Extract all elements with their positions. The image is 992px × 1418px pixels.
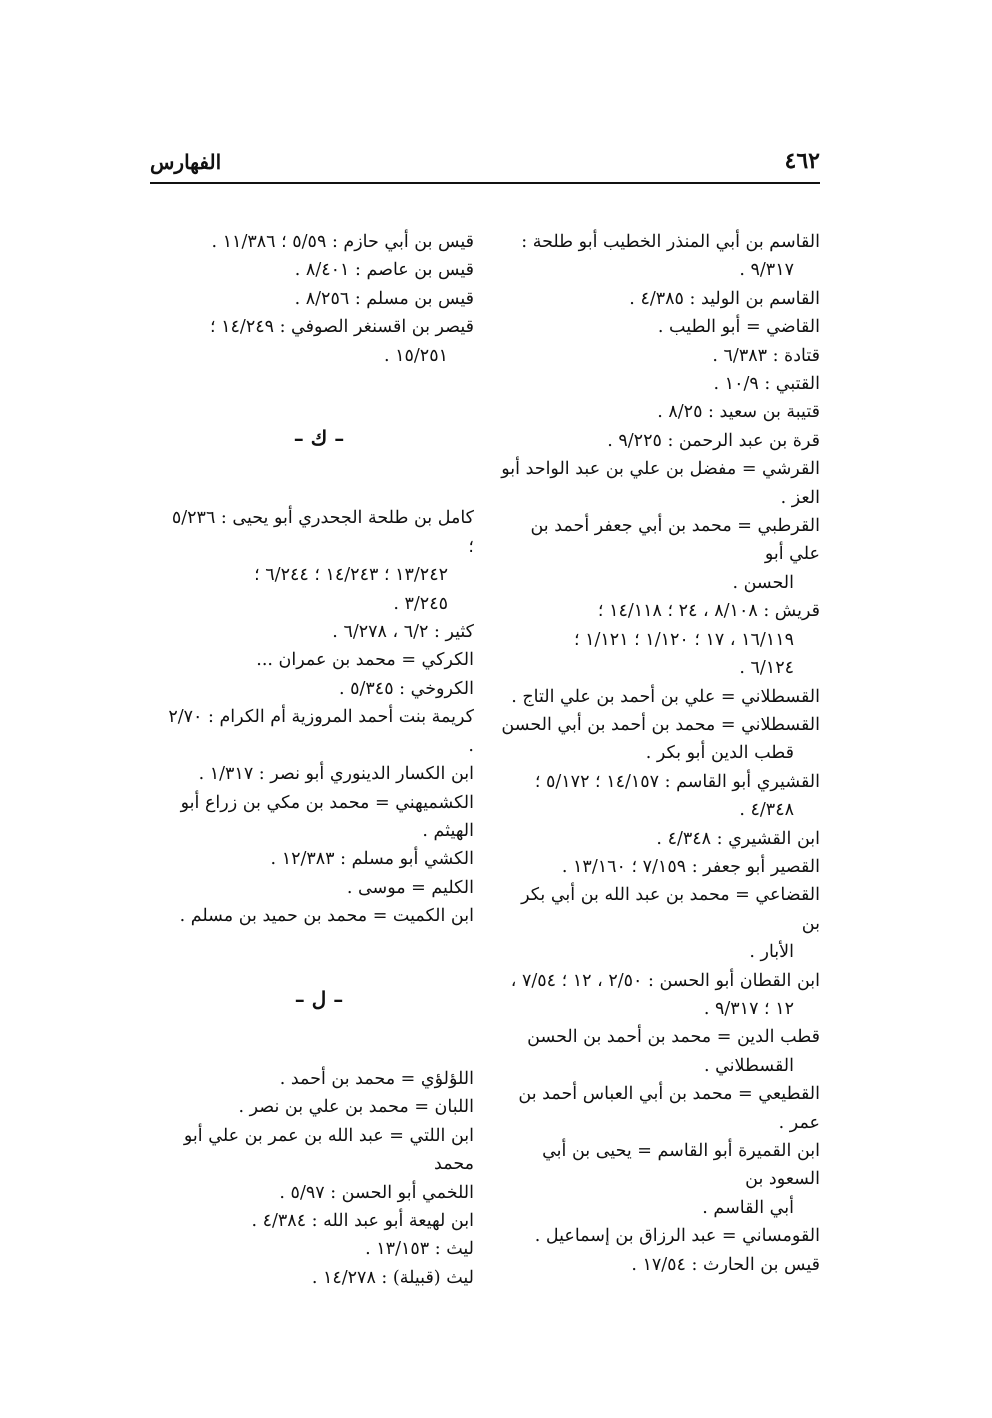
index-entry <box>164 1065 474 1093</box>
index-entry-continuation: ١٣/٢٤٢ ؛ ١٤/٢٤٣ ؛ ٦/٢٤٤ ؛ <box>254 565 448 586</box>
index-entry-line: قيس بن أبي حازم : ٥/٥٩ ؛ ١١/٣٨٦ . <box>211 232 474 252</box>
index-entry-line: القتبي : ١٠/٩ . <box>713 374 820 395</box>
index-entry <box>164 285 474 313</box>
index-entry <box>164 1122 474 1179</box>
index-entry <box>164 1264 474 1292</box>
index-entry-line: قتادة : ٦/٣٨٣ . <box>712 345 820 366</box>
index-entry-line: قيس بن مسلم : ٨/٢٥٦ . <box>294 288 474 309</box>
index-entry <box>498 683 820 711</box>
index-entry-line: ابن القميرة أبو القاسم = يحيى بن أبي السعود بن <box>542 1141 820 1190</box>
index-entry <box>164 256 474 284</box>
index-entry-line: كامل بن طلحة الجحدري أبو يحيى : ٥/٢٣٦ ؛ <box>171 508 474 557</box>
index-entry <box>498 228 820 285</box>
index-entry <box>498 711 820 768</box>
index-entry-continuation: القسطلاني . <box>703 1055 794 1076</box>
index-entry-continuation: الحسن . <box>732 572 794 593</box>
index-entry <box>498 313 820 341</box>
index-entry-line: القرشي = مفضل بن علي بن عبد الواحد أبو العز . <box>501 459 820 508</box>
index-entry-continuation: الأبار . <box>749 942 794 963</box>
index-entry-line: ليث : ١٣/١٥٣ . <box>365 1239 474 1260</box>
index-entry-line: ابن القطان أبو الحسن : ٢/٥٠ ، ١٢ ؛ ٧/٥٤ ، <box>510 970 820 991</box>
index-entry-continuation: ٤/٣٤٨ . <box>739 800 794 821</box>
index-entry <box>164 703 474 760</box>
index-entry-line: القسطلاني = محمد بن أحمد بن أبي الحسن <box>501 714 820 735</box>
index-entry <box>164 1235 474 1263</box>
index-entry-line: القسطلاني = علي بن أحمد بن علي التاج . <box>511 686 820 707</box>
index-entry-line: ابن الكميت = محمد بن حميد بن مسلم . <box>179 906 474 927</box>
index-entry <box>164 646 474 674</box>
index-entry-line: القطيعي = محمد بن أبي العباس أحمد بن عمر . <box>518 1084 820 1133</box>
index-entry-line: القومساني = عبد الرزاق بن إسماعيل . <box>534 1226 820 1247</box>
index-entry-line: القصير أبو جعفر : ٧/١٥٩ ؛ ١٣/١٦٠ . <box>561 856 820 877</box>
index-entry-line: القضاعي = محمد بن عبد الله بن أبي بكر بن <box>521 885 820 934</box>
index-entry-line: اللخمي أبو الحسن : ٥/٩٧ . <box>279 1182 474 1203</box>
index-entry-line: الكشي أبو مسلم : ١٢/٣٨٣ . <box>270 849 474 870</box>
index-entry <box>498 512 820 597</box>
index-entry <box>498 285 820 313</box>
index-entry <box>164 789 474 846</box>
index-entry <box>498 768 820 825</box>
page-header <box>150 148 820 184</box>
index-entry <box>498 342 820 370</box>
index-entry-line: القاسم بن أبي المنذر الخطيب أبو طلحة : <box>521 232 820 252</box>
index-entry <box>164 902 474 930</box>
index-entry-continuation: أبي القاسم . <box>702 1197 794 1218</box>
index-entry <box>498 1251 820 1279</box>
index-entry <box>164 675 474 703</box>
index-entry <box>498 370 820 398</box>
index-entry-line: قيصر بن اقسنغر الصوفي : ١٤/٢٤٩ ؛ <box>209 317 474 338</box>
index-entry <box>498 597 820 682</box>
index-entry <box>498 967 820 1024</box>
section-heading-lam: – ل – <box>294 986 344 1011</box>
right-column <box>498 228 820 1279</box>
index-entry-line: الكليم = موسى . <box>346 877 474 898</box>
index-entry-line: قيس بن الحارث : ١٧/٥٤ . <box>631 1254 820 1275</box>
index-entry-continuation: ٣/٢٤٥ . <box>393 593 448 614</box>
index-entry-line: اللؤلؤي = محمد بن أحمد . <box>279 1068 474 1089</box>
index-entry-line: ابن لهيعة أبو عبد الله : ٤/٣٨٤ . <box>251 1210 474 1231</box>
index-entry-line: قتيبة بن سعيد : ٨/٢٥ . <box>657 402 820 423</box>
index-entry-line: الكركي = محمد بن عمران ... <box>256 650 474 671</box>
index-entry-line: ابن الكسار الدينوري أبو نصر : ١/٣١٧ . <box>198 764 474 785</box>
index-entry <box>164 1179 474 1207</box>
index-entry-line: ابن اللتي = عبد الله بن عمر بن علي أبو محمد <box>183 1125 474 1175</box>
index-entry <box>498 1080 820 1137</box>
page-number: ٤٦٢ <box>784 148 820 174</box>
index-entry <box>164 1093 474 1121</box>
left-column-kaf-entries <box>164 504 474 930</box>
left-column-top-entries <box>164 228 474 370</box>
index-entry <box>498 427 820 455</box>
index-entry-line: الكروخي : ٥/٣٤٥ . <box>338 678 474 699</box>
index-entry <box>164 1207 474 1235</box>
index-entry <box>164 228 474 256</box>
index-entry <box>498 455 820 512</box>
index-entry-line: ليث (قبيلة) : ١٤/٢٧٨ . <box>311 1267 474 1288</box>
section-heading-kaf: – ك – <box>293 426 345 451</box>
index-entry-line: القاضي = أبو الطيب . <box>657 317 820 338</box>
index-entry-line: القرطبي = محمد بن أبي جعفر أحمد بن علي أبو <box>530 516 820 565</box>
left-column-lam-entries <box>164 1065 474 1292</box>
index-entry-line: قرة بن عبد الرحمن : ٩/٢٢٥ . <box>607 430 820 451</box>
index-entry <box>164 618 474 646</box>
index-entry <box>498 825 820 853</box>
index-entry-continuation: قطب الدين أبو بكر . <box>645 743 794 764</box>
running-title: الفهارس <box>150 150 222 174</box>
index-entry-continuation: ١٦/١١٩ ، ١٧ ؛ ١/١٢٠ ؛ ١/١٢١ ؛ <box>573 629 794 650</box>
index-entry <box>498 1222 820 1250</box>
index-entry-line: كريمة بنت أحمد المروزية أم الكرام : ٢/٧٠ . <box>168 707 474 756</box>
index-entry <box>164 504 474 618</box>
index-entry-line: ابن القشيري : ٤/٣٤٨ . <box>656 828 820 849</box>
index-entry-continuation: ٩/٣١٧ . <box>739 260 794 281</box>
index-entry <box>498 853 820 881</box>
index-entry <box>498 398 820 426</box>
index-entry <box>164 313 474 370</box>
left-column <box>164 228 474 1292</box>
index-entry-line: قطب الدين = محمد بن أحمد بن الحسن <box>527 1027 820 1048</box>
index-entry-line: الكشميهني = محمد بن مكي بن زراع أبو الهيثم . <box>180 792 474 841</box>
index-entry <box>164 760 474 788</box>
index-entry-continuation: ١٥/٢٥١ . <box>383 345 448 366</box>
index-entry <box>164 874 474 902</box>
index-entry-continuation: ٦/١٢٤ . <box>739 658 794 679</box>
index-entry <box>164 845 474 873</box>
index-entry <box>498 881 820 966</box>
index-entry-line: قيس بن عاصم : ٨/٤٠١ . <box>294 260 474 281</box>
index-entry-line: القاسم بن الوليد : ٤/٣٨٥ . <box>629 288 820 309</box>
index-entry-continuation: ١٢ ؛ ٩/٣١٧ . <box>703 998 794 1019</box>
index-entry-line: القشيري أبو القاسم : ١٤/١٥٧ ؛ ٥/١٧٢ ؛ <box>534 771 820 792</box>
index-entry-line: كثير : ٦/٢ ، ٦/٢٧٨ . <box>332 622 474 643</box>
index-entry-line: اللبان = محمد بن علي بن نصر . <box>238 1097 474 1118</box>
index-entry <box>498 1137 820 1222</box>
index-entry-line: قريش : ٨/١٠٨ ، ٢٤ ؛ ١٤/١١٨ ؛ <box>597 601 820 622</box>
index-entry <box>498 1023 820 1080</box>
